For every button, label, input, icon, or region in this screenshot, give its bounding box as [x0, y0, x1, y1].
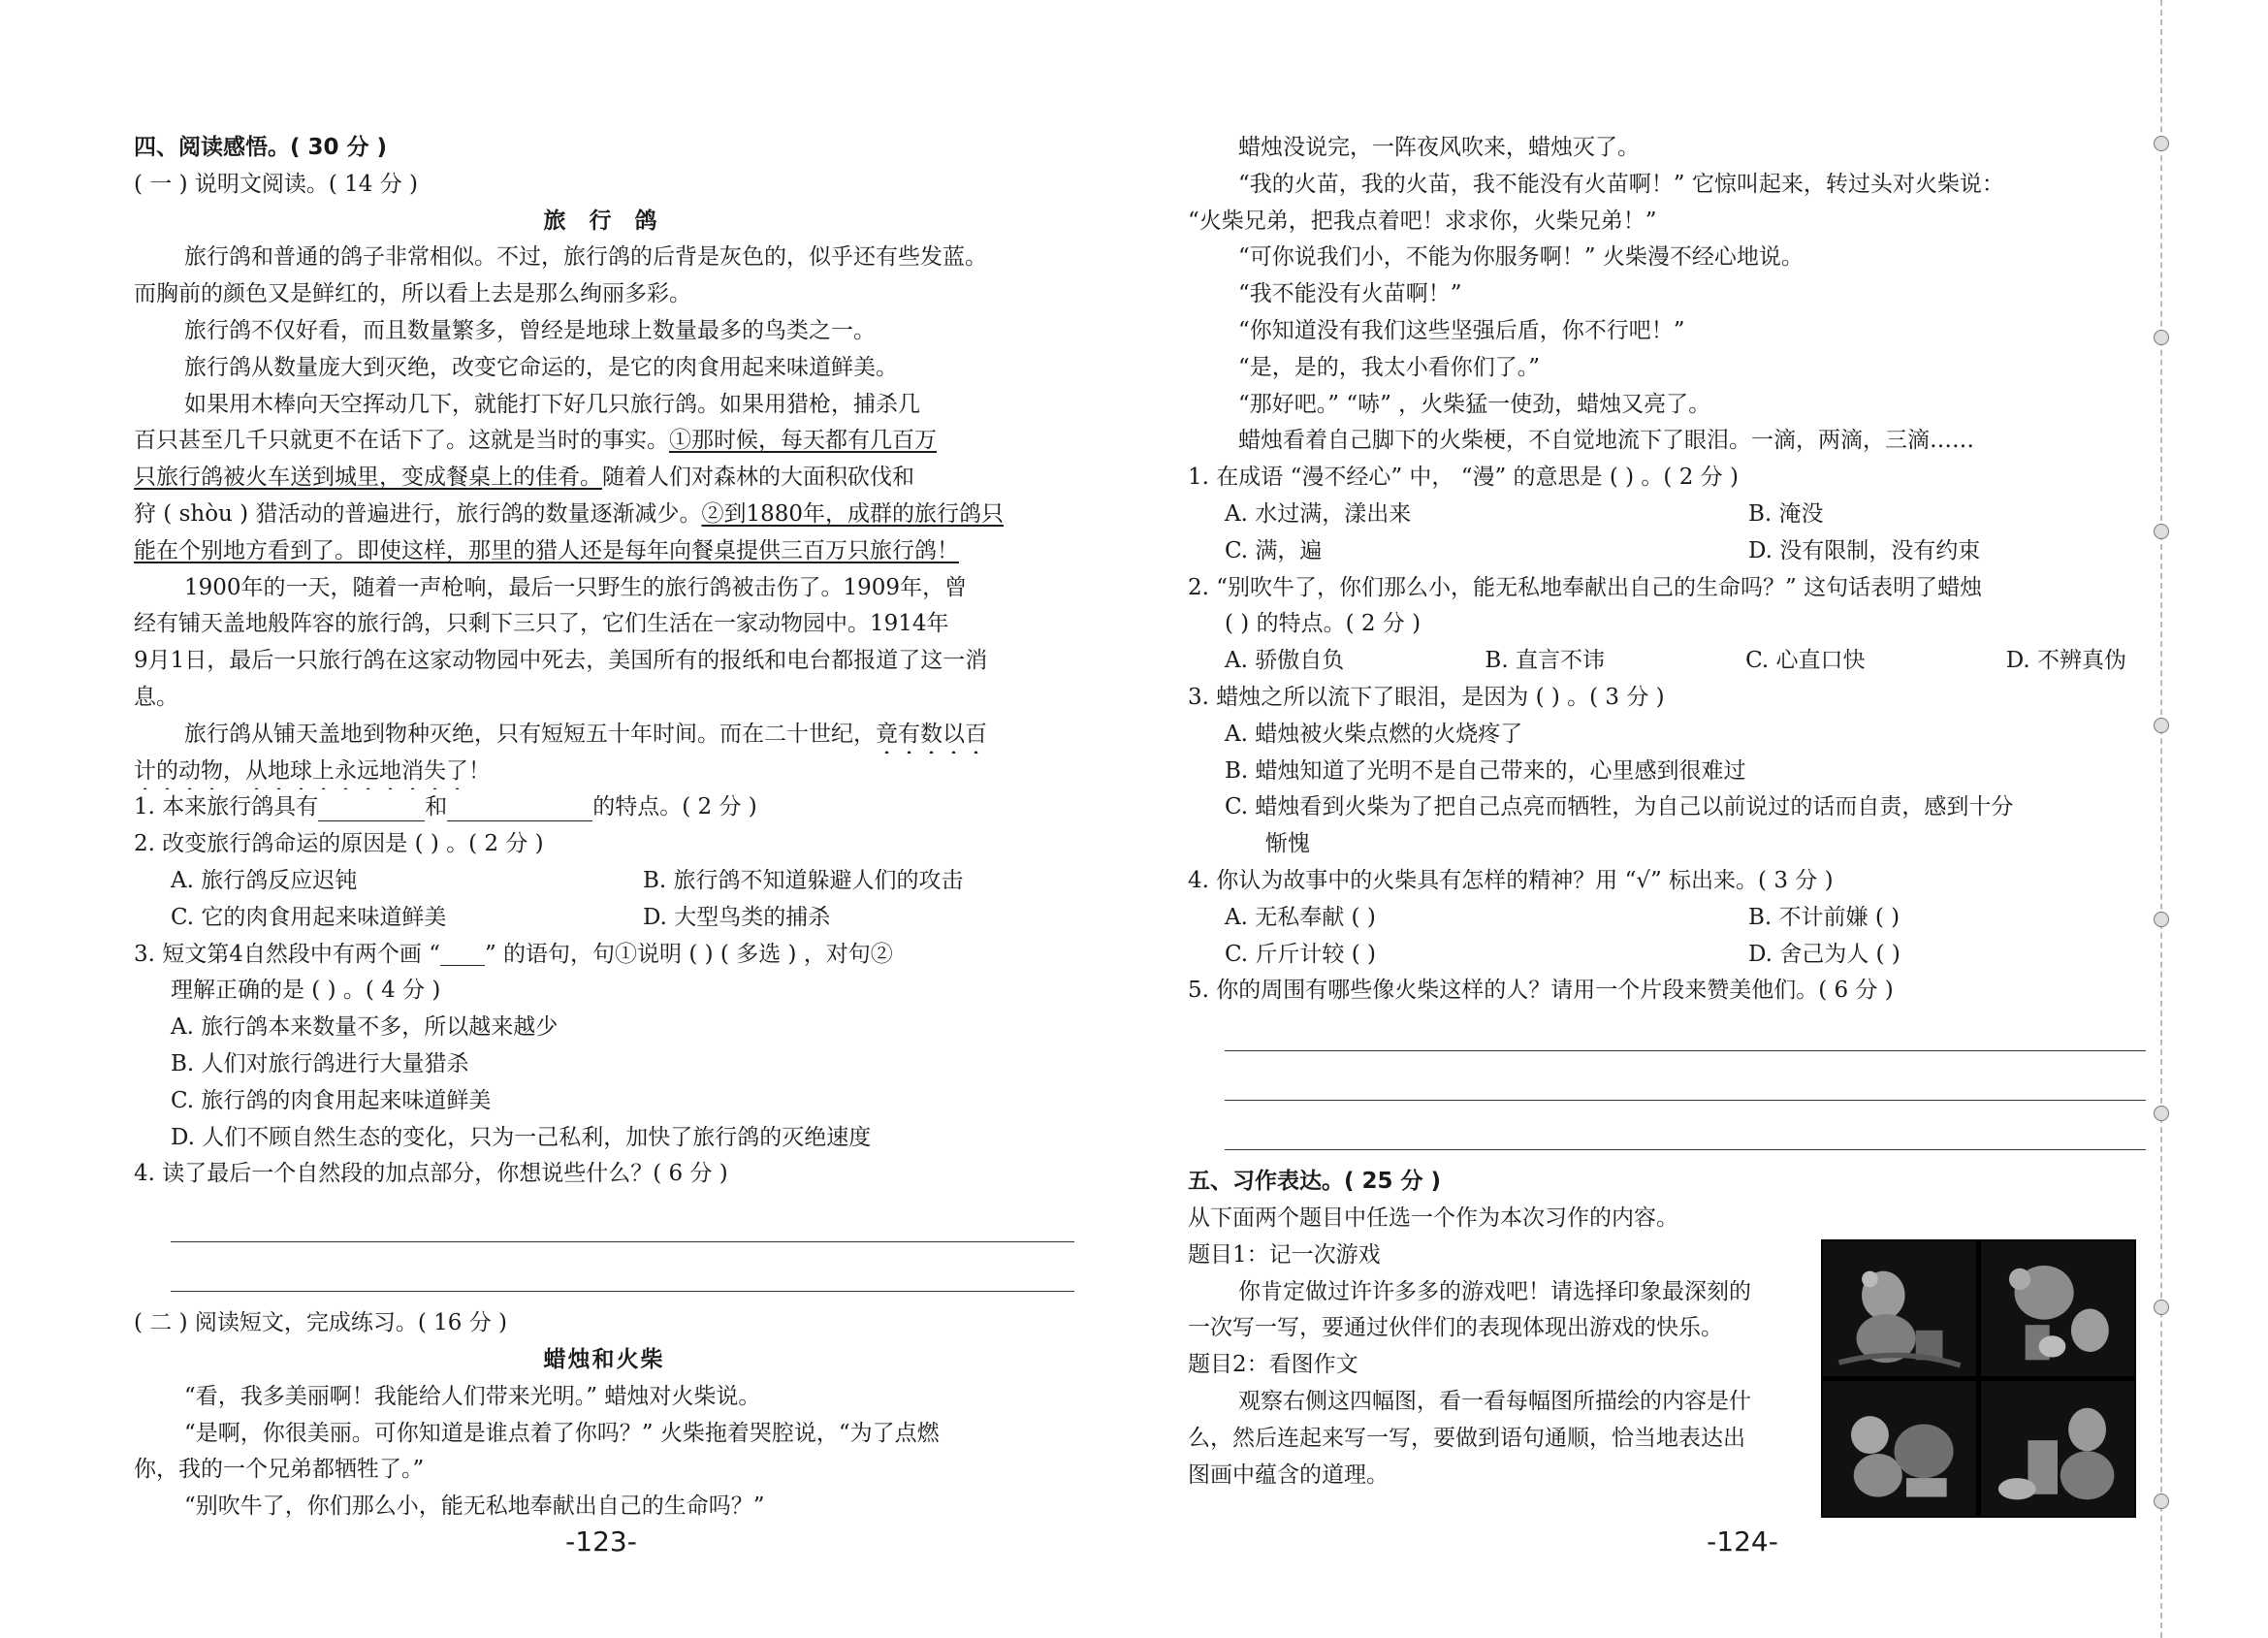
question-5: 5. 你的周围有哪些像火柴这样的人？请用一个片段来赞美他们。( 6 分 ): [1188, 978, 1894, 1004]
q2-option-a[interactable]: A. 骄傲自负: [1225, 648, 1345, 674]
underline-mark: [440, 944, 485, 966]
story-line3: “火柴兄弟，把我点着吧！求求你，火柴兄弟！”: [1188, 208, 1657, 234]
s2-line2: “是啊，你很美丽。可你知道是谁点着了你吗？” 火柴拖着哭腔说，“为了点燃: [184, 1420, 940, 1446]
p5-line3: 9月1日，最后一只旅行鸽在这家动物园中死去，美国所有的报纸和电台都报道了这一消: [134, 648, 988, 674]
q3-option-c[interactable]: C. 旅行鸽的肉食用起来味道鲜美: [171, 1087, 492, 1113]
binding-edge: [2160, 0, 2162, 1638]
p4-line4-text: 狩 ( shòu ) 猎活动的普遍进行，旅行鸽的数量逐渐减少。: [134, 500, 702, 527]
q1-text-b: 和: [425, 794, 448, 820]
q2-option-c[interactable]: C. 心直口快: [1745, 648, 1866, 674]
picture-panel-4: [1981, 1381, 2134, 1516]
underlined-sentence-2a: ②到1880年，成群的旅行鸽只: [701, 500, 1005, 527]
story-line2: “我的火苗，我的火苗，我不能没有火苗啊！” 它惊叫起来，转过头对火柴说：: [1238, 171, 2004, 197]
p2-line1: 旅行鸽不仅好看，而且数量繁多，曾经是地球上数量最多的鸟类之一。: [184, 317, 876, 343]
q2-option-c[interactable]: C. 它的肉食用起来味道鲜美: [171, 904, 447, 930]
answer-blank[interactable]: [447, 795, 592, 821]
q1-option-a[interactable]: A. 水过满，漾出来: [1225, 500, 1412, 527]
answer-line[interactable]: [1225, 1010, 2146, 1051]
q2-option-b[interactable]: B. 旅行鸽不知道躲避人们的攻击: [643, 867, 964, 893]
p4-line4: [134, 497, 1074, 533]
dotted-phrase-b: 计的动物，从地球上永远地消失了！: [134, 757, 491, 784]
answer-line[interactable]: [1225, 1051, 2146, 1101]
s2-line1: “看，我多美丽啊！我能给人们带来光明。” 蜡烛对火柴说。: [184, 1383, 761, 1409]
topic-2-line1: 观察右侧这四幅图，看一看每幅图所描绘的内容是什: [1238, 1388, 1751, 1414]
left-column: [134, 130, 1074, 1526]
s2-line3: 你，我的一个兄弟都牺牲了。”: [134, 1457, 425, 1483]
p4-line3: [134, 460, 1074, 497]
answer-line[interactable]: [171, 1242, 1074, 1292]
p4-line1: 如果用木棒向天空挥动几下，就能打下好几只旅行鸽。如果用猎枪，捕杀几: [184, 391, 920, 417]
topic-1-title: 题目1：记一次游戏: [1188, 1241, 1381, 1268]
question-4: 4. 你认为故事中的火柴具有怎样的精神？用 “√” 标出来。( 3 分 ): [1188, 867, 1834, 893]
q2-options: [1188, 643, 2146, 680]
page-124: [1134, 0, 2268, 1638]
q3-text-b: ” 的语句，句①说明 ( ) ( 多选 ) ，对句②: [484, 941, 893, 967]
picture-panel-2: [1981, 1241, 2134, 1376]
story-line5: “我不能没有火苗啊！”: [1238, 281, 1462, 307]
q1-text-a: 1. 本来旅行鸽具有: [134, 794, 319, 820]
subsection-2-title: ( 二 ) 阅读短文，完成练习。( 16 分 ): [134, 1310, 508, 1336]
q2-option-d[interactable]: D. 大型鸟类的捕杀: [643, 904, 831, 930]
p6-line1: [134, 717, 1074, 754]
picture-panel-3: [1823, 1381, 1976, 1516]
p4-line5: [134, 533, 1074, 570]
q1-option-d[interactable]: D. 没有限制，没有约束: [1748, 537, 1981, 563]
page-number: -123-: [565, 1526, 637, 1558]
question-1: [134, 789, 1074, 826]
topic-2-line3: 图画中蕴含的道理。: [1188, 1461, 1389, 1488]
question-1: 1. 在成语 “漫不经心” 中， “漫” 的意思是 ( ) 。( 2 分 ): [1188, 465, 1739, 491]
question-2-line2: ( ) 的特点。( 2 分 ): [1225, 611, 1421, 637]
q2-option-a[interactable]: A. 旅行鸽反应迟钝: [171, 867, 358, 893]
p6-line1-text: 旅行鸽从铺天盖地到物种灭绝，只有短短五十年时间。而在二十世纪，: [184, 721, 876, 747]
topic-1-line2: 一次写一写，要通过伙伴们的表现体现出游戏的快乐。: [1188, 1315, 1723, 1341]
hole-mark: [2154, 718, 2169, 733]
answer-blank[interactable]: [318, 795, 425, 821]
q4-options-row2: [1188, 937, 2146, 974]
p5-line1: 1900年的一天，随着一声枪响，最后一只野生的旅行鸽被击伤了。1909年，曾: [184, 574, 968, 600]
q3-option-a[interactable]: A. 蜡烛被火柴点燃的火烧疼了: [1225, 721, 1523, 747]
hole-mark: [2154, 1106, 2169, 1121]
subsection-1-title: ( 一 ) 说明文阅读。( 14 分 ): [134, 171, 419, 197]
story-line1: 蜡烛没说完，一阵夜风吹来，蜡烛灭了。: [1238, 135, 1640, 160]
q2-option-d[interactable]: D. 不辨真伪: [2005, 648, 2126, 674]
question-4: 4. 读了最后一个自然段的加点部分，你想说些什么？( 6 分 ): [134, 1161, 728, 1187]
p1-line2: 而胸前的颜色又是鲜红的，所以看上去是那么绚丽多彩。: [134, 281, 691, 307]
p1-line1: 旅行鸽和普通的鸽子非常相似。不过，旅行鸽的后背是灰色的，似乎还有些发蓝。: [184, 244, 987, 271]
q4-option-b[interactable]: B. 不计前嫌 ( ): [1748, 904, 1901, 930]
hole-mark: [2154, 912, 2169, 927]
q1-options-row1: [1188, 497, 2146, 533]
question-2-line1: 2. “别吹牛了，你们那么小，能无私地奉献出自己的生命吗？” 这句话表明了蜡烛: [1188, 574, 1983, 600]
story-line7: “是，是的，我太小看你们了。”: [1238, 354, 1541, 380]
passage-2-title: 蜡烛和火柴: [543, 1346, 665, 1372]
q3-option-c[interactable]: C. 蜡烛看到火柴为了把自己点亮而牺牲，为自己以前说过的话而自责，感到十分: [1225, 794, 2014, 820]
q3-option-b[interactable]: B. 人们对旅行鸽进行大量猎杀: [171, 1050, 469, 1076]
s5-intro: 从下面两个题目中任选一个作为本次习作的内容。: [1188, 1204, 1678, 1231]
p6-line2: [134, 754, 1074, 790]
story-line8: “那好吧。” “哧” ，火柴猛一使劲，蜡烛又亮了。: [1238, 391, 1711, 417]
q1-option-b[interactable]: B. 淹没: [1748, 500, 1824, 527]
page-number: -124-: [1707, 1526, 1778, 1558]
q4-option-c[interactable]: C. 斤斤计较 ( ): [1225, 941, 1376, 967]
answer-line[interactable]: [171, 1193, 1074, 1242]
p4-line2-text: 百只甚至几千只就更不在话下了。这就是当时的事实。: [134, 428, 669, 454]
topic-1-line1: 你肯定做过许许多多的游戏吧！请选择印象最深刻的: [1238, 1278, 1751, 1304]
story-line9: 蜡烛看着自己脚下的火柴梗，不自觉地流下了眼泪。一滴，两滴，三滴……: [1238, 428, 1974, 454]
q1-option-c[interactable]: C. 满，遍: [1225, 537, 1323, 563]
q3-option-d[interactable]: D. 人们不顾自然生态的变化，只为一己私利，加快了旅行鸽的灭绝速度: [171, 1124, 872, 1150]
q3-option-a[interactable]: A. 旅行鸽本来数量不多，所以越来越少: [171, 1014, 559, 1041]
story-line6: “你知道没有我们这些坚强后盾，你不行吧！”: [1238, 317, 1685, 343]
underlined-sentence-2b: 能在个别地方看到了。即使这样，那里的猎人还是每年向餐桌提供三百万只旅行鸽！: [134, 537, 959, 563]
q3-text-a: 3. 短文第4自然段中有两个画 “: [134, 941, 440, 967]
p5-line4: 息。: [134, 684, 178, 710]
picture-panel-1: [1823, 1241, 1976, 1376]
q1-options-row2: [1188, 533, 2146, 570]
q3-option-c-cont: 惭愧: [1265, 831, 1310, 857]
hole-mark: [2154, 524, 2169, 539]
story-line4: “可你说我们小，不能为你服务啊！” 火柴漫不经心地说。: [1238, 244, 1804, 271]
p4-line3-text: 随着人们对森林的大面积砍伐和: [602, 465, 914, 491]
section-4-title: 四、阅读感悟。( 30 分 ): [134, 135, 388, 160]
hole-mark: [2154, 330, 2169, 345]
hole-mark: [2154, 136, 2169, 151]
hole-mark: [2154, 1493, 2169, 1509]
hole-mark: [2154, 1300, 2169, 1315]
q4-option-d[interactable]: D. 舍己为人 ( ): [1748, 941, 1901, 967]
section-5-title: 五、习作表达。( 25 分 ): [1188, 1169, 1442, 1195]
p5-line2: 经有铺天盖地般阵容的旅行鸽，只剩下三只了，它们生活在一家动物园中。1914年: [134, 611, 949, 637]
q4-option-a[interactable]: A. 无私奉献 ( ): [1225, 904, 1376, 930]
q4-options-row1: [1188, 900, 2146, 937]
question-2: 2. 改变旅行鸽命运的原因是 ( ) 。( 2 分 ): [134, 831, 544, 857]
q1-text-c: 的特点。( 2 分 ): [592, 794, 757, 820]
q2-options-row2: [134, 900, 1074, 937]
dotted-phrase-a: 竟有数以百: [876, 721, 987, 747]
answer-line[interactable]: [1225, 1101, 2146, 1150]
underlined-sentence-1b: 只旅行鸽被火车送到城里，变成餐桌上的佳肴。: [134, 465, 602, 491]
topic-2-title: 题目2：看图作文: [1188, 1352, 1358, 1378]
topic-2-line2: 么，然后连起来写一写，要做到语句通顺，恰当地表达出: [1188, 1425, 1745, 1451]
passage-1-title: 旅 行 鸽: [543, 208, 665, 234]
q2-options-row1: [134, 863, 1074, 900]
underlined-sentence-1a: ①那时候，每天都有几百万: [669, 428, 937, 454]
q2-option-b[interactable]: B. 直言不讳: [1485, 648, 1605, 674]
p4-line2: [134, 423, 1074, 460]
question-3-line1: [134, 937, 1074, 974]
question-3: 3. 蜡烛之所以流下了眼泪，是因为 ( ) 。( 3 分 ): [1188, 684, 1665, 710]
p3-line1: 旅行鸽从数量庞大到灭绝，改变它命运的，是它的肉食用起来味道鲜美。: [184, 354, 898, 380]
s2-line4: “别吹牛了，你们那么小，能无私地奉献出自己的生命吗？”: [184, 1493, 765, 1520]
question-3-line2: 理解正确的是 ( ) 。( 4 分 ): [171, 978, 441, 1004]
q3-option-b[interactable]: B. 蜡烛知道了光明不是自己带来的，心里感到很难过: [1225, 757, 1746, 784]
picture-story-grid: [1821, 1239, 2136, 1518]
